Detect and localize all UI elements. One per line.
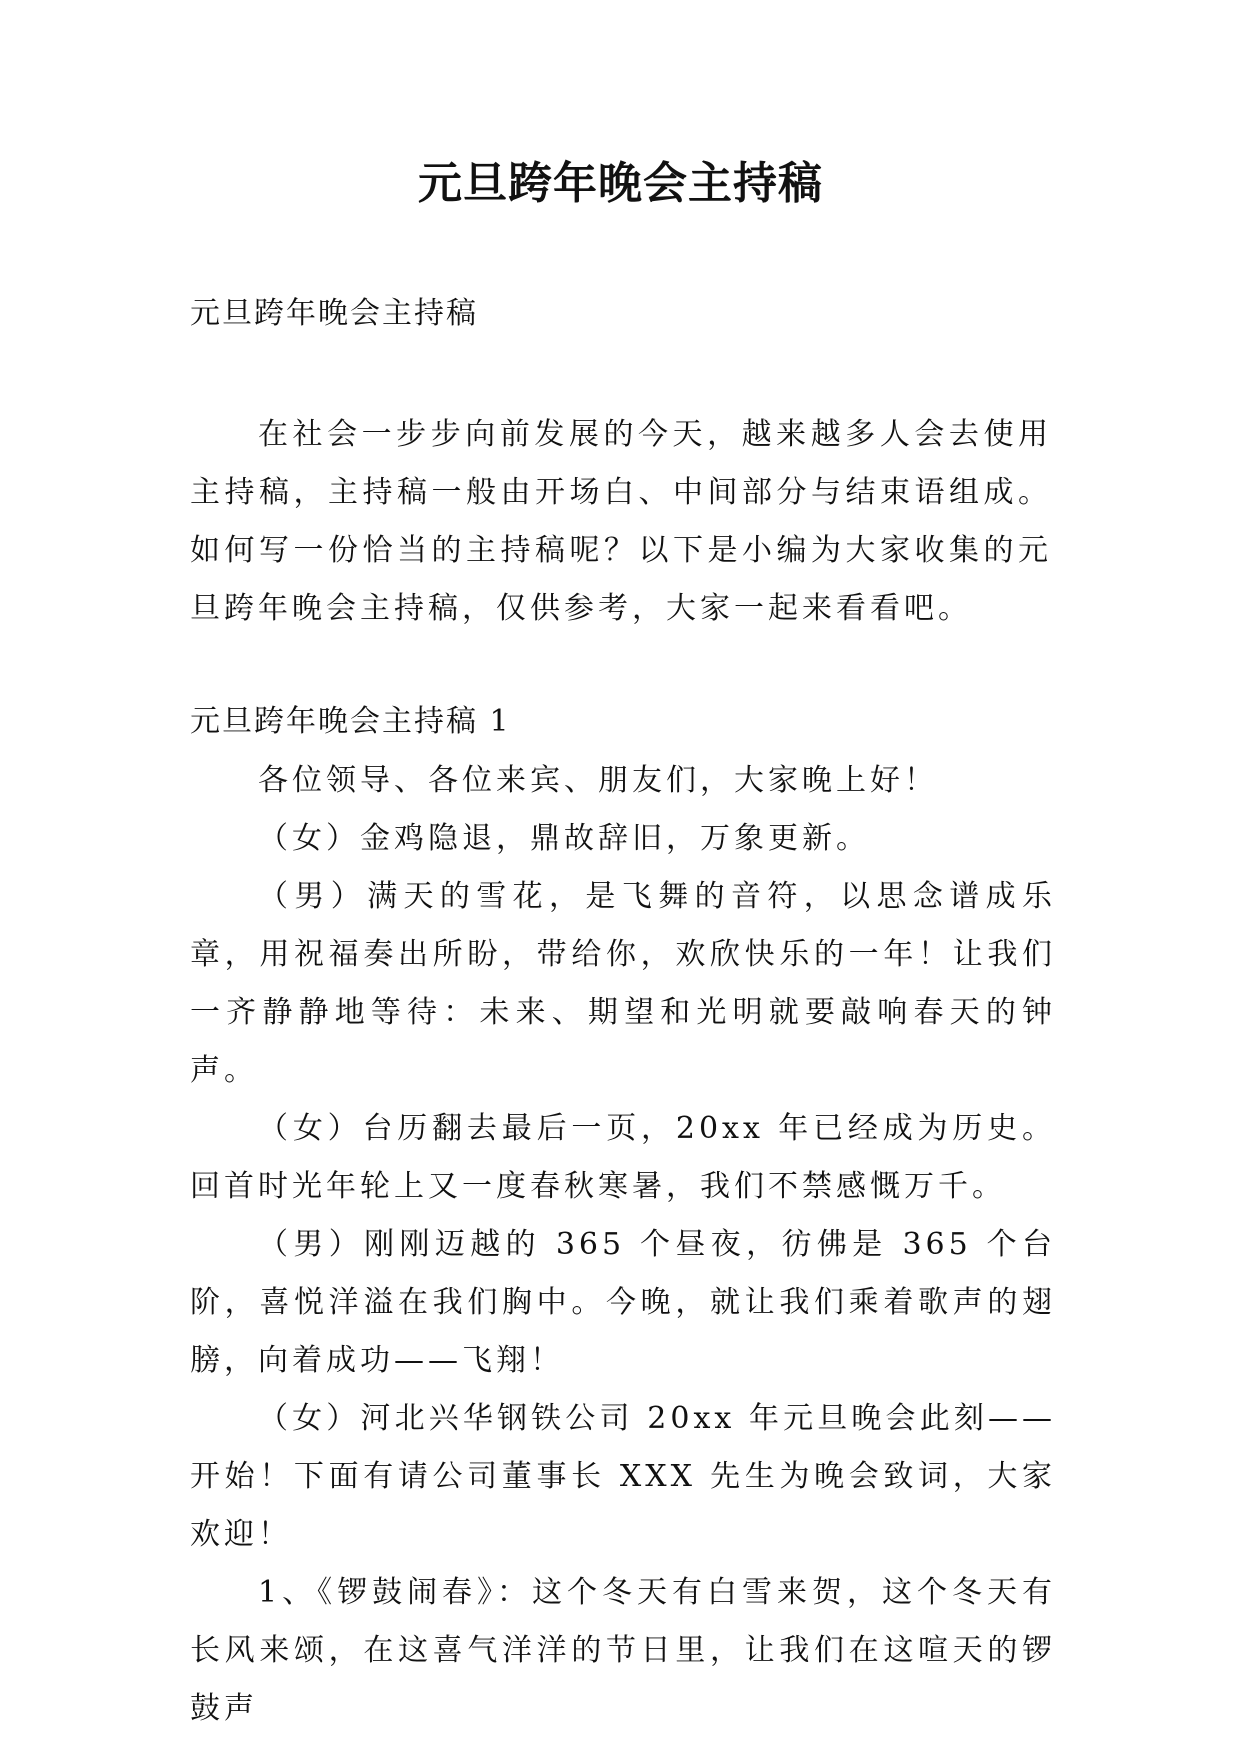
script-paragraph-3: （男）满天的雪花，是飞舞的音符，以思念谱成乐章，用祝福奏出所盼，带给你，欢欣快乐的一年！让我们一齐静静地等待：未来、期望和光明就要敲响春天的钟声。	[190, 879, 1056, 1088]
script-paragraph-6: （女）河北兴华钢铁公司 20xx 年元旦晚会此刻——开始！下面有请公司董事长 XXX 先生为晚会致词，大家欢迎！	[190, 1401, 1056, 1552]
intro-paragraph: 在社会一步步向前发展的今天，越来越多人会去使用主持稿，主持稿一般由开场白、中间部分与结束语组成。如何写一份恰当的主持稿呢？以下是小编为大家收集的元旦跨年晚会主持稿，仅供参考，大家一起来看看吧。	[190, 417, 1052, 626]
script-paragraph-5: （男）刚刚迈越的 365 个昼夜，彷佛是 365 个台阶，喜悦洋溢在我们胸中。今晚，就让我们乘着歌声的翅膀，向着成功——飞翔！	[190, 1227, 1056, 1378]
script-paragraph-7: 1、《锣鼓闹春》：这个冬天有白雪来贺，这个冬天有长风来颂，在这喜气洋洋的节日里，让我们在这喧天的锣鼓声	[190, 1575, 1056, 1726]
section-heading: 元旦跨年晚会主持稿 1	[190, 704, 511, 739]
script-paragraph-2: （女）金鸡隐退，鼎故辞旧，万象更新。	[258, 821, 870, 856]
document-title: 元旦跨年晚会主持稿	[418, 158, 823, 209]
script-body	[190, 752, 1056, 1738]
script-paragraph-4: （女）台历翻去最后一页，20xx 年已经成为历史。回首时光年轮上又一度春秋寒暑，我们不禁感慨万千。	[190, 1111, 1056, 1204]
script-paragraph-1: 各位领导、各位来宾、朋友们，大家晚上好！	[258, 763, 938, 798]
document-subtitle: 元旦跨年晚会主持稿	[190, 296, 478, 331]
